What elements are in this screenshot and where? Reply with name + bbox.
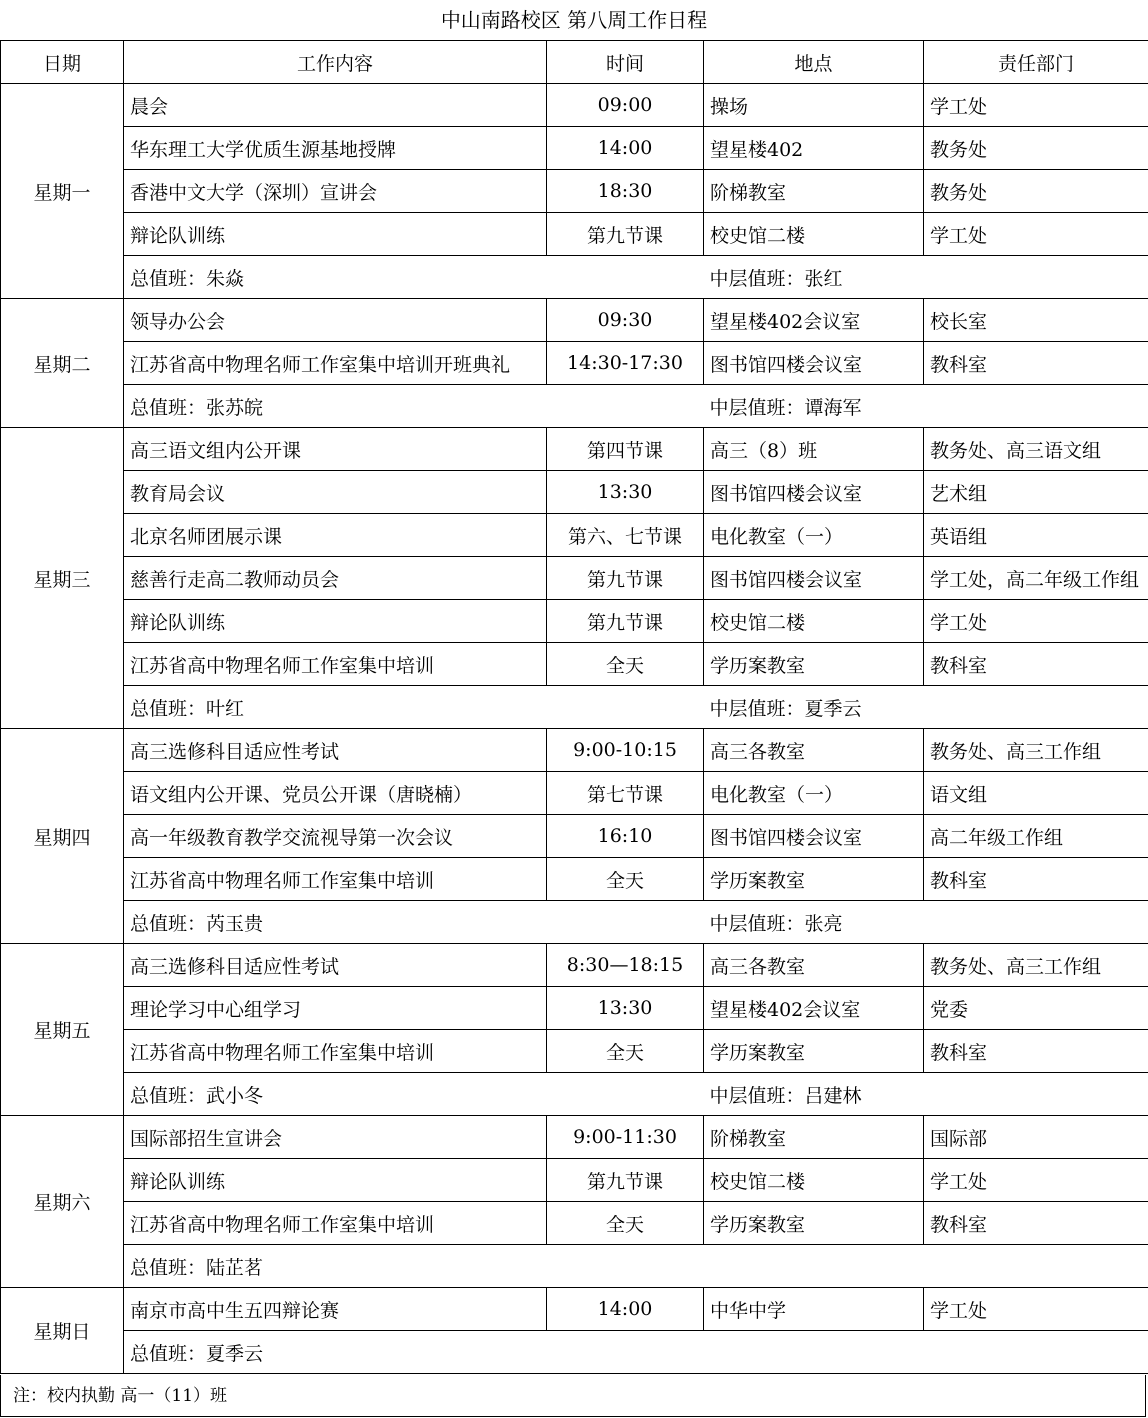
- time-cell: 18:30: [547, 170, 704, 213]
- table-row: [1, 84, 1148, 127]
- department-cell: 教务处、高三语文组: [924, 428, 1148, 471]
- department-cell: 教科室: [924, 1030, 1148, 1073]
- chief-duty-cell: 总值班：朱焱: [124, 256, 704, 299]
- day-cell: 星期四: [1, 729, 124, 944]
- department-cell: 教科室: [924, 643, 1148, 686]
- department-cell: 教务处: [924, 170, 1148, 213]
- content-cell: 理论学习中心组学习: [124, 987, 547, 1030]
- department-cell: 校长室: [924, 299, 1148, 342]
- middle-duty-cell: 中层值班：张红: [704, 256, 1148, 299]
- time-cell: 09:00: [547, 84, 704, 127]
- time-cell: 13:30: [547, 471, 704, 514]
- content-cell: 高三选修科目适应性考试: [124, 944, 547, 987]
- day-cell: 星期三: [1, 428, 124, 729]
- content-cell: 北京名师团展示课: [124, 514, 547, 557]
- department-cell: 党委: [924, 987, 1148, 1030]
- location-cell: 高三各教室: [704, 944, 924, 987]
- time-cell: 14:00: [547, 127, 704, 170]
- table-row: [1, 1116, 1148, 1159]
- table-row: [1, 858, 1148, 901]
- chief-duty-cell: 总值班：张苏皖: [124, 385, 704, 428]
- time-cell: 8:30—18:15: [547, 944, 704, 987]
- content-cell: 慈善行走高二教师动员会: [124, 557, 547, 600]
- time-cell: 9:00-11:30: [547, 1116, 704, 1159]
- content-cell: 南京市高中生五四辩论赛: [124, 1288, 547, 1331]
- time-cell: 第九节课: [547, 557, 704, 600]
- location-cell: 操场: [704, 84, 924, 127]
- table-row: [1, 815, 1148, 858]
- table-row: [1, 987, 1148, 1030]
- middle-duty-cell: 中层值班：张亮: [704, 901, 1148, 944]
- department-cell: 高二年级工作组: [924, 815, 1148, 858]
- department-cell: 学工处: [924, 84, 1148, 127]
- department-cell: 英语组: [924, 514, 1148, 557]
- time-cell: 全天: [547, 1030, 704, 1073]
- chief-duty-cell: 总值班：武小冬: [124, 1073, 704, 1116]
- table-row: [1, 772, 1148, 815]
- chief-duty-cell: 总值班：叶红: [124, 686, 704, 729]
- department-cell: 教科室: [924, 342, 1148, 385]
- department-cell: 教务处、高三工作组: [924, 729, 1148, 772]
- location-cell: 望星楼402会议室: [704, 987, 924, 1030]
- location-cell: 阶梯教室: [704, 170, 924, 213]
- table-row: [1, 1288, 1148, 1331]
- content-cell: 华东理工大学优质生源基地授牌: [124, 127, 547, 170]
- department-cell: 教科室: [924, 1202, 1148, 1245]
- content-cell: 高一年级教育教学交流视导第一次会议: [124, 815, 547, 858]
- content-cell: 江苏省高中物理名师工作室集中培训: [124, 858, 547, 901]
- middle-duty-cell: [704, 1331, 1148, 1374]
- location-cell: 图书馆四楼会议室: [704, 342, 924, 385]
- content-cell: 晨会: [124, 84, 547, 127]
- location-cell: 学历案教室: [704, 1030, 924, 1073]
- department-cell: 学工处: [924, 1288, 1148, 1331]
- department-cell: 学工处: [924, 213, 1148, 256]
- location-cell: 电化教室（一）: [704, 772, 924, 815]
- day-cell: 星期一: [1, 84, 124, 299]
- time-cell: 第九节课: [547, 600, 704, 643]
- content-cell: 高三选修科目适应性考试: [124, 729, 547, 772]
- table-row: [1, 514, 1148, 557]
- day-cell: 星期日: [1, 1288, 124, 1374]
- content-cell: 江苏省高中物理名师工作室集中培训: [124, 1030, 547, 1073]
- duty-row: [1, 901, 1148, 944]
- table-row: [1, 1030, 1148, 1073]
- department-cell: 国际部: [924, 1116, 1148, 1159]
- chief-duty-cell: 总值班：陆芷茗: [124, 1245, 704, 1288]
- duty-row: [1, 1073, 1148, 1116]
- time-cell: 第六、七节课: [547, 514, 704, 557]
- table-row: [1, 1202, 1148, 1245]
- table-row: [1, 170, 1148, 213]
- duty-row: [1, 1245, 1148, 1288]
- table-row: [1, 600, 1148, 643]
- header-department: 责任部门: [924, 41, 1148, 84]
- table-row: [1, 471, 1148, 514]
- location-cell: 望星楼402: [704, 127, 924, 170]
- time-cell: 14:30-17:30: [547, 342, 704, 385]
- time-cell: 13:30: [547, 987, 704, 1030]
- duty-row: [1, 385, 1148, 428]
- location-cell: 校史馆二楼: [704, 213, 924, 256]
- day-cell: 星期六: [1, 1116, 124, 1288]
- department-cell: 教务处、高三工作组: [924, 944, 1148, 987]
- middle-duty-cell: 中层值班：夏季云: [704, 686, 1148, 729]
- table-row: [1, 428, 1148, 471]
- footer-note: 注：校内执勤 高一（11）班: [0, 1375, 1146, 1417]
- content-cell: 教育局会议: [124, 471, 547, 514]
- department-cell: 学工处: [924, 600, 1148, 643]
- department-cell: 教务处: [924, 127, 1148, 170]
- location-cell: 中华中学: [704, 1288, 924, 1331]
- table-row: [1, 557, 1148, 600]
- table-header-row: [1, 41, 1148, 84]
- time-cell: 16:10: [547, 815, 704, 858]
- content-cell: 江苏省高中物理名师工作室集中培训开班典礼: [124, 342, 547, 385]
- location-cell: 高三（8）班: [704, 428, 924, 471]
- content-cell: 辩论队训练: [124, 600, 547, 643]
- content-cell: 辩论队训练: [124, 1159, 547, 1202]
- location-cell: 图书馆四楼会议室: [704, 471, 924, 514]
- time-cell: 全天: [547, 643, 704, 686]
- department-cell: 学工处: [924, 1159, 1148, 1202]
- department-cell: 艺术组: [924, 471, 1148, 514]
- content-cell: 语文组内公开课、党员公开课（唐晓楠）: [124, 772, 547, 815]
- department-cell: 学工处，高二年级工作组: [924, 557, 1148, 600]
- time-cell: 09:30: [547, 299, 704, 342]
- time-cell: 第九节课: [547, 1159, 704, 1202]
- content-cell: 香港中文大学（深圳）宣讲会: [124, 170, 547, 213]
- time-cell: 第七节课: [547, 772, 704, 815]
- content-cell: 国际部招生宣讲会: [124, 1116, 547, 1159]
- table-row: [1, 1159, 1148, 1202]
- table-row: [1, 342, 1148, 385]
- location-cell: 学历案教室: [704, 643, 924, 686]
- duty-row: [1, 686, 1148, 729]
- middle-duty-cell: [704, 1245, 1148, 1288]
- chief-duty-cell: 总值班：芮玉贵: [124, 901, 704, 944]
- location-cell: 电化教室（一）: [704, 514, 924, 557]
- content-cell: 江苏省高中物理名师工作室集中培训: [124, 1202, 547, 1245]
- location-cell: 校史馆二楼: [704, 600, 924, 643]
- content-cell: 辩论队训练: [124, 213, 547, 256]
- table-row: [1, 729, 1148, 772]
- header-content: 工作内容: [124, 41, 547, 84]
- duty-row: [1, 1331, 1148, 1374]
- time-cell: 9:00-10:15: [547, 729, 704, 772]
- table-row: [1, 944, 1148, 987]
- time-cell: 全天: [547, 1202, 704, 1245]
- location-cell: 校史馆二楼: [704, 1159, 924, 1202]
- location-cell: 图书馆四楼会议室: [704, 557, 924, 600]
- day-cell: 星期二: [1, 299, 124, 428]
- content-cell: 高三语文组内公开课: [124, 428, 547, 471]
- location-cell: 高三各教室: [704, 729, 924, 772]
- middle-duty-cell: 中层值班：谭海军: [704, 385, 1148, 428]
- location-cell: 学历案教室: [704, 858, 924, 901]
- time-cell: 第四节课: [547, 428, 704, 471]
- middle-duty-cell: 中层值班：吕建林: [704, 1073, 1148, 1116]
- location-cell: 望星楼402会议室: [704, 299, 924, 342]
- schedule-table: [0, 40, 1148, 1374]
- location-cell: 阶梯教室: [704, 1116, 924, 1159]
- content-cell: 江苏省高中物理名师工作室集中培训: [124, 643, 547, 686]
- day-cell: 星期五: [1, 944, 124, 1116]
- header-location: 地点: [704, 41, 924, 84]
- page-title: 中山南路校区 第八周工作日程: [440, 8, 708, 32]
- time-cell: 14:00: [547, 1288, 704, 1331]
- department-cell: 教科室: [924, 858, 1148, 901]
- header-date: 日期: [1, 41, 124, 84]
- location-cell: 学历案教室: [704, 1202, 924, 1245]
- department-cell: 语文组: [924, 772, 1148, 815]
- table-row: [1, 213, 1148, 256]
- location-cell: 图书馆四楼会议室: [704, 815, 924, 858]
- duty-row: [1, 256, 1148, 299]
- content-cell: 领导办公会: [124, 299, 547, 342]
- chief-duty-cell: 总值班：夏季云: [124, 1331, 704, 1374]
- time-cell: 全天: [547, 858, 704, 901]
- schedule-body: [1, 84, 1148, 1374]
- table-row: [1, 299, 1148, 342]
- table-row: [1, 127, 1148, 170]
- table-row: [1, 643, 1148, 686]
- header-time: 时间: [547, 41, 704, 84]
- time-cell: 第九节课: [547, 213, 704, 256]
